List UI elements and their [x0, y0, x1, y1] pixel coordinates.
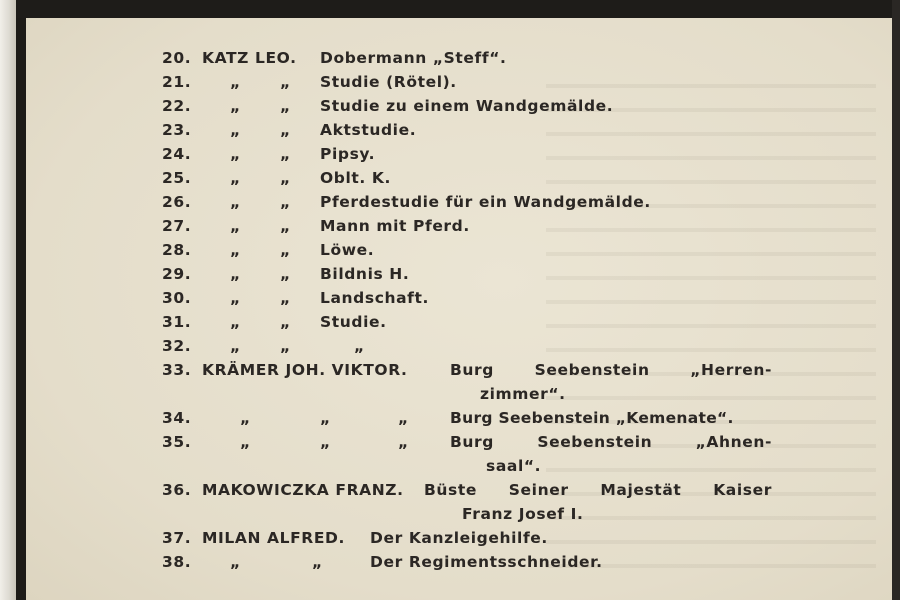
ditto-mark: „: [230, 337, 241, 355]
ditto-mark: „: [240, 433, 251, 451]
ditto-mark: „: [240, 409, 251, 427]
ditto-mark: „: [312, 553, 323, 571]
artwork-title-line: [450, 432, 772, 452]
entry-number: 33.: [162, 361, 192, 379]
ditto-mark: „: [230, 241, 241, 259]
entry-number: 37.: [162, 529, 192, 547]
artwork-title-continuation: zimmer“.: [480, 385, 566, 403]
entry-number: 27.: [162, 217, 192, 235]
entry-number: 32.: [162, 337, 192, 355]
entry-number: 31.: [162, 313, 192, 331]
ditto-mark: „: [320, 433, 331, 451]
entry-number: 25.: [162, 169, 192, 187]
title-word: Burg: [450, 433, 494, 451]
artwork-title: Löwe.: [320, 241, 375, 259]
title-word: „Ahnen-: [695, 433, 772, 451]
title-word: „Herren-: [690, 361, 772, 379]
artwork-title: Aktstudie.: [320, 121, 417, 139]
ditto-mark: „: [280, 265, 291, 283]
entry-number: 34.: [162, 409, 192, 427]
title-word: Seebenstein: [537, 433, 653, 451]
artwork-title: Studie (Rötel).: [320, 73, 457, 91]
ditto-mark: „: [398, 409, 409, 427]
entry-number: 29.: [162, 265, 192, 283]
ditto-mark: „: [230, 289, 241, 307]
artwork-title: Bildnis H.: [320, 265, 410, 283]
title-word: Burg: [450, 361, 494, 379]
ditto-mark: „: [280, 241, 291, 259]
artwork-title-continuation: Franz Josef I.: [462, 505, 584, 523]
artist-name: KATZ LEO.: [202, 49, 297, 67]
ditto-mark: „: [230, 553, 241, 571]
ditto-mark: „: [230, 145, 241, 163]
ditto-mark: „: [398, 433, 409, 451]
ditto-mark: „: [230, 169, 241, 187]
ditto-mark: „: [280, 193, 291, 211]
title-word: Seebenstein: [534, 361, 650, 379]
ditto-mark: „: [280, 337, 291, 355]
artwork-title: Oblt. K.: [320, 169, 391, 187]
ditto-mark: „: [230, 73, 241, 91]
ditto-mark: „: [280, 289, 291, 307]
ditto-mark: „: [230, 193, 241, 211]
entry-number: 23.: [162, 121, 192, 139]
entry-number: 28.: [162, 241, 192, 259]
ditto-mark: „: [320, 409, 331, 427]
artwork-title: Pferdestudie für ein Wandgemälde.: [320, 193, 651, 211]
ditto-mark: „: [280, 121, 291, 139]
entry-number: 36.: [162, 481, 192, 499]
ditto-mark: „: [280, 145, 291, 163]
title-word: Büste: [424, 481, 477, 499]
title-word: Kaiser: [713, 481, 772, 499]
ditto-mark: „: [354, 337, 365, 355]
ditto-mark: „: [280, 169, 291, 187]
artwork-title-line: [450, 360, 772, 380]
title-word: Majestät: [600, 481, 682, 499]
ditto-mark: „: [230, 265, 241, 283]
entry-number: 35.: [162, 433, 192, 451]
artwork-title: Der Kanzleigehilfe.: [370, 529, 548, 547]
ditto-mark: „: [230, 217, 241, 235]
entry-number: 21.: [162, 73, 192, 91]
artwork-title: Burg Seebenstein „Kemenate“.: [450, 409, 734, 427]
artwork-title: Der Regimentsschneider.: [370, 553, 603, 571]
ditto-mark: „: [280, 313, 291, 331]
entry-number: 22.: [162, 97, 192, 115]
entry-number: 30.: [162, 289, 192, 307]
entry-number: 26.: [162, 193, 192, 211]
artwork-title: Pipsy.: [320, 145, 376, 163]
artwork-title-continuation: saal“.: [486, 457, 542, 475]
artist-name: KRÄMER JOH. VIKTOR.: [202, 361, 408, 379]
artwork-title: Studie zu einem Wandgemälde.: [320, 97, 614, 115]
ditto-mark: „: [280, 217, 291, 235]
artwork-title: Dobermann „Steff“.: [320, 49, 507, 67]
artwork-title: Studie.: [320, 313, 387, 331]
artwork-title: Landschaft.: [320, 289, 430, 307]
ditto-mark: „: [280, 97, 291, 115]
artwork-title-line: [424, 480, 772, 500]
ditto-mark: „: [280, 73, 291, 91]
artwork-title: Mann mit Pferd.: [320, 217, 470, 235]
artist-name: MAKOWICZKA FRANZ.: [202, 481, 404, 499]
entry-number: 20.: [162, 49, 192, 67]
ditto-mark: „: [230, 97, 241, 115]
artist-name: MILAN ALFRED.: [202, 529, 345, 547]
ditto-mark: „: [230, 121, 241, 139]
title-word: Seiner: [508, 481, 569, 499]
entry-number: 38.: [162, 553, 192, 571]
ditto-mark: „: [230, 313, 241, 331]
entry-number: 24.: [162, 145, 192, 163]
